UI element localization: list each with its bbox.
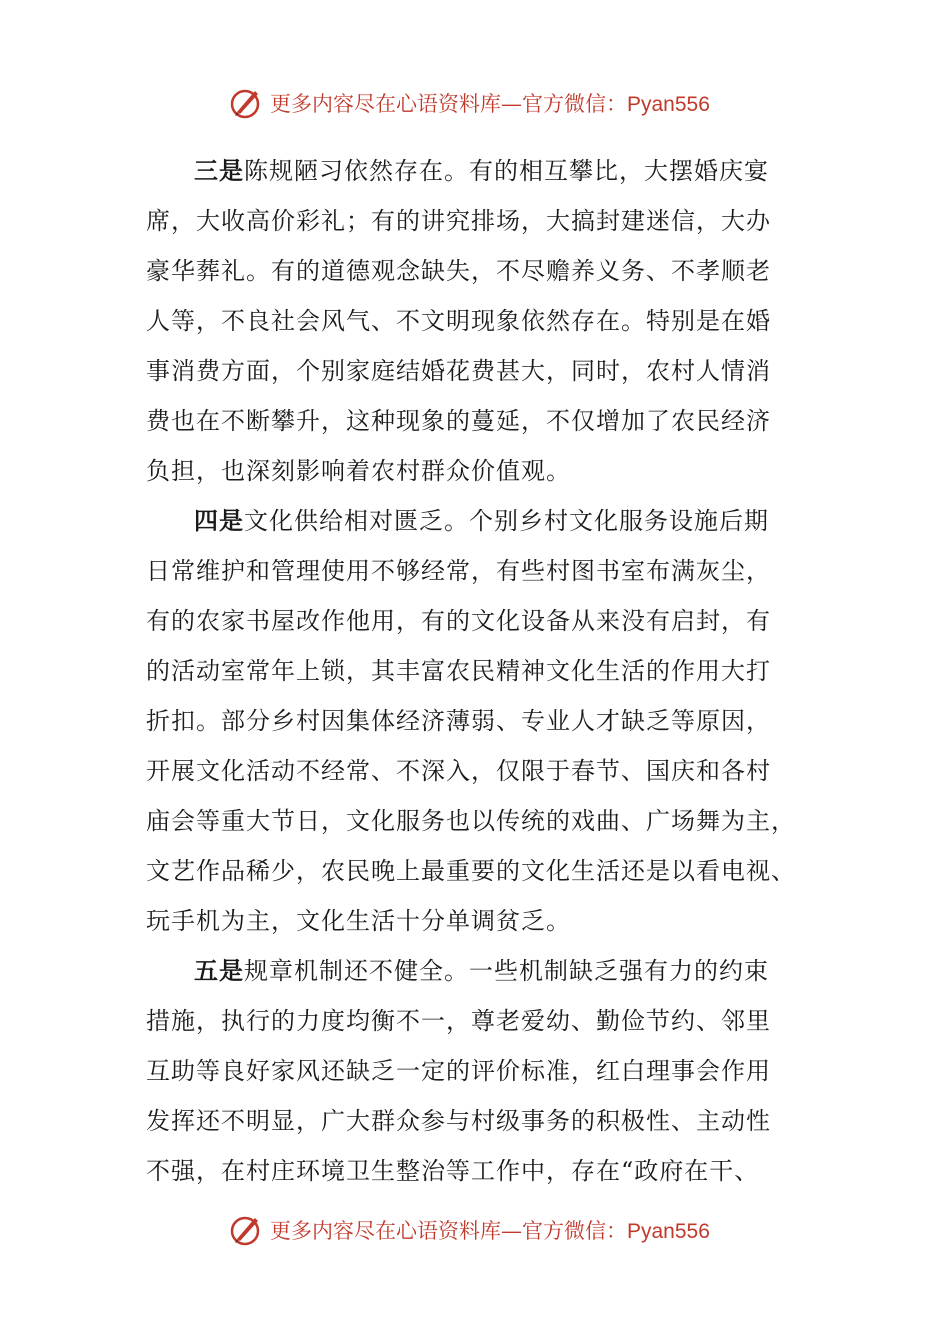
footer-banner: [228, 1210, 710, 1250]
paragraph-lead: 四是: [194, 506, 244, 535]
paragraph-line: 日常维护和管理使用不够经常，有些村图书室布满灰尘，: [146, 557, 771, 585]
paragraph-four: [146, 496, 806, 946]
paragraph-line: 折扣。部分乡村因集体经济薄弱、专业人才缺乏等原因，: [146, 707, 771, 735]
paragraph-lead: 三是: [194, 156, 244, 185]
footer-banner-text: 更多内容尽在心语资料库—官方微信：Pyan556: [270, 1219, 710, 1243]
paragraph-five: [146, 946, 806, 1196]
paragraph-line: 有的农家书屋改作他用，有的文化设备从来没有启封，有: [146, 607, 771, 635]
paragraph-line: 发挥还不明显，广大群众参与村级事务的积极性、主动性: [146, 1107, 771, 1135]
paragraph-line: 人等，不良社会风气、不文明现象依然存在。特别是在婚: [146, 307, 771, 335]
paragraph-line: 五是规章机制还不健全。一些机制缺乏强有力的约束: [194, 956, 769, 985]
paragraph-line: 文艺作品稀少，农民晚上最重要的文化生活还是以看电视、: [146, 857, 796, 885]
paragraph-lead: 五是: [194, 956, 244, 985]
paragraph-line: 豪华葬礼。有的道德观念缺失，不尽赡养义务、不孝顺老: [146, 257, 771, 285]
paragraph-three: [146, 146, 806, 496]
paragraph-line: 费也在不断攀升，这种现象的蔓延，不仅增加了农民经济: [146, 407, 771, 435]
paragraph-line: 四是文化供给相对匮乏。个别乡村文化服务设施后期: [194, 506, 769, 535]
paragraph-line: 庙会等重大节日，文化服务也以传统的戏曲、广场舞为主，: [146, 807, 796, 835]
paragraph-line: 开展文化活动不经常、不深入，仅限于春节、国庆和各村: [146, 757, 771, 785]
paragraph-line: 不强，在村庄环境卫生整治等工作中，存在“政府在干、: [146, 1157, 760, 1185]
paragraph-line: 负担，也深刻影响着农村群众价值观。: [146, 457, 571, 485]
quill-pen-logo-icon: [228, 85, 264, 121]
paragraph-line: 三是陈规陋习依然存在。有的相互攀比，大摆婚庆宴: [194, 156, 769, 185]
paragraph-line: 的活动室常年上锁，其丰富农民精神文化生活的作用大打: [146, 657, 771, 685]
paragraph-line: 席，大收高价彩礼；有的讲究排场，大搞封建迷信，大办: [146, 207, 771, 235]
document-body: [146, 146, 806, 1196]
paragraph-line: 事消费方面，个别家庭结婚花费甚大，同时，农村人情消: [146, 357, 771, 385]
paragraph-line: 互助等良好家风还缺乏一定的评价标准，红白理事会作用: [146, 1057, 771, 1085]
header-banner-text: 更多内容尽在心语资料库—官方微信：Pyan556: [270, 92, 710, 116]
header-banner: [228, 83, 710, 123]
quill-pen-logo-icon: [228, 1212, 264, 1248]
paragraph-line: 玩手机为主，文化生活十分单调贫乏。: [146, 907, 571, 935]
paragraph-line: 措施，执行的力度均衡不一，尊老爱幼、勤俭节约、邻里: [146, 1007, 771, 1035]
